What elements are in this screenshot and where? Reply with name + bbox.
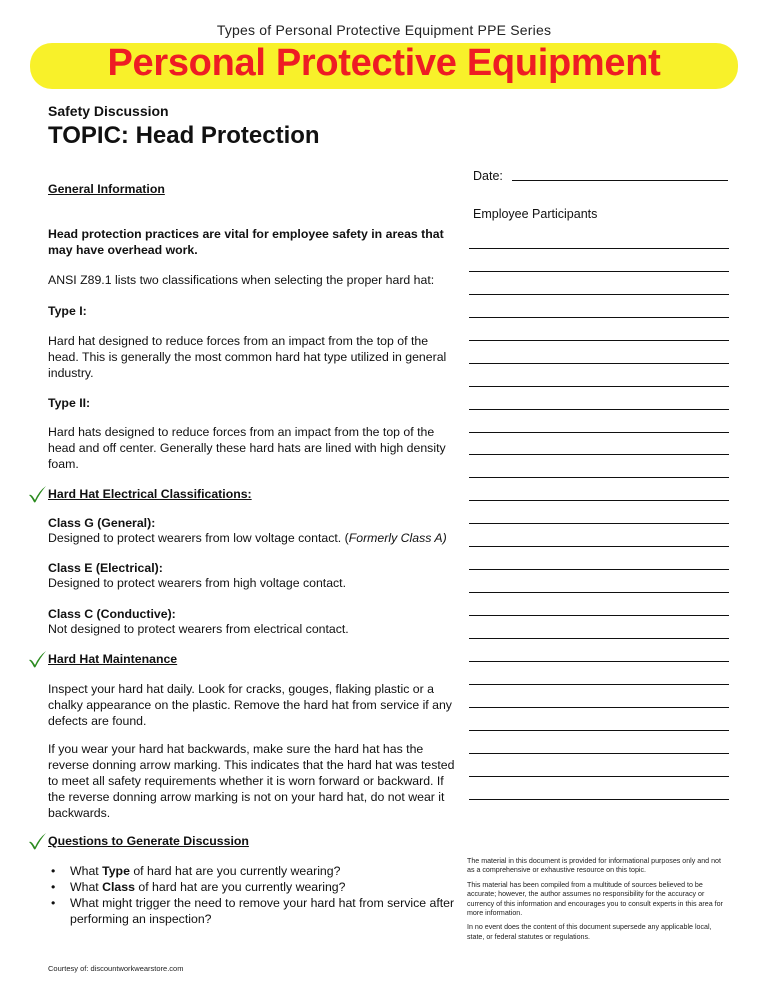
class-e-text: Designed to protect wearers from high voltage contact. [48, 576, 347, 590]
type1-text: Hard hat designed to reduce forces from an impact from the top of the head. This is generally the most common hard hat type utilized in general industry. [48, 334, 447, 380]
general-info-heading: General Information [48, 182, 165, 196]
signature-line[interactable] [469, 477, 729, 500]
questions-list [48, 863, 468, 927]
signature-line[interactable] [469, 500, 729, 523]
disclaimer-paragraph: The material in this document is provided for informational purposes only and not as a comprehensive or exhaustive resource on this topic. [467, 857, 721, 875]
intro-text: Head protection practices are vital for employee safety in areas that may have overhead work. [48, 227, 444, 257]
signature-line[interactable] [469, 707, 729, 730]
list-item: • What Type of hard hat are you currently wearing? [48, 863, 468, 879]
electrical-classifications-heading: Hard Hat Electrical Classifications: [48, 487, 252, 501]
date-field[interactable] [512, 180, 728, 181]
questions-heading: Questions to Generate Discussion [48, 834, 249, 848]
disclaimer-paragraph: This material has been compiled from a multitude of sources believed to be accurate; however, the author assumes no responsibility for the accuracy or currency of this information and encourages you to consult experts in this area for more information. [467, 880, 723, 918]
class-c-heading: Class C (Conductive): [48, 607, 176, 621]
participant-signature-lines [469, 248, 729, 821]
list-item: • What might trigger the need to remove your hard hat from service after performing an inspection? [48, 895, 468, 927]
signature-line[interactable] [469, 432, 729, 455]
checkmark-icon [27, 650, 47, 668]
signature-line[interactable] [469, 592, 729, 615]
disclaimer [467, 857, 729, 947]
checkmark-icon [27, 832, 47, 850]
signature-line[interactable] [469, 730, 729, 753]
type2-text: Hard hats designed to reduce forces from an impact from the top of the head and off center. Generally these hard hats are lined with high density foam. [48, 425, 446, 471]
list-item: • What Class of hard hat are you currently wearing? [48, 879, 468, 895]
banner-title: Personal Protective Equipment [107, 42, 661, 84]
signature-line[interactable] [469, 546, 729, 569]
checkmark-icon [27, 485, 47, 503]
class-g-text: Designed to protect wearers from low voltage contact. (Formerly Class A) [48, 531, 447, 545]
signature-line[interactable] [469, 523, 729, 546]
signature-line[interactable] [469, 248, 729, 271]
signature-line[interactable] [469, 340, 729, 363]
signature-line[interactable] [469, 569, 729, 592]
signature-line[interactable] [469, 294, 729, 317]
signature-line[interactable] [469, 615, 729, 638]
signature-line[interactable] [469, 753, 729, 776]
date-label: Date: [473, 169, 503, 183]
signature-line[interactable] [469, 799, 729, 822]
signature-line[interactable] [469, 409, 729, 432]
maintenance-paragraph-2: If you wear your hard hat backwards, make sure the hard hat has the reverse donning arrow marking. This indicates that the hard hat was tested to meet all safety requirements whether it is worn forward or backward. If the reverse donning arrow marking is not on your hard hat, do not wear it backwards. [48, 742, 455, 820]
courtesy-footer: Courtesy of: discountworkwearstore.com [48, 964, 184, 973]
disclaimer-paragraph: In no event does the content of this document supersede any applicable local, state, or federal statutes or regulations. [467, 923, 712, 941]
signature-line[interactable] [469, 386, 729, 409]
signature-line[interactable] [469, 363, 729, 386]
participants-label: Employee Participants [473, 207, 598, 221]
signature-line[interactable] [469, 454, 729, 477]
safety-discussion-label: Safety Discussion [48, 103, 169, 119]
series-title: Types of Personal Protective Equipment PPE Series [216, 22, 552, 38]
class-e-heading: Class E (Electrical): [48, 561, 163, 575]
signature-line[interactable] [469, 684, 729, 707]
class-c-text: Not designed to protect wearers from electrical contact. [48, 622, 349, 636]
signature-line[interactable] [469, 776, 729, 799]
signature-line[interactable] [469, 271, 729, 294]
maintenance-heading: Hard Hat Maintenance [48, 652, 178, 666]
class-g-heading: Class G (General): [48, 516, 156, 530]
signature-line[interactable] [469, 661, 729, 684]
page-title: TOPIC: Head Protection [48, 122, 320, 149]
signature-line[interactable] [469, 638, 729, 661]
maintenance-paragraph-1: Inspect your hard hat daily. Look for cracks, gouges, flaking plastic or a chalky appearance on the plastic. Remove the hard hat from service if any defects are found. [48, 682, 452, 728]
ansi-text: ANSI Z89.1 lists two classifications when selecting the proper hard hat: [48, 273, 435, 287]
type1-heading: Type I: [48, 304, 87, 318]
signature-line[interactable] [469, 317, 729, 340]
type2-heading: Type II: [48, 396, 91, 410]
